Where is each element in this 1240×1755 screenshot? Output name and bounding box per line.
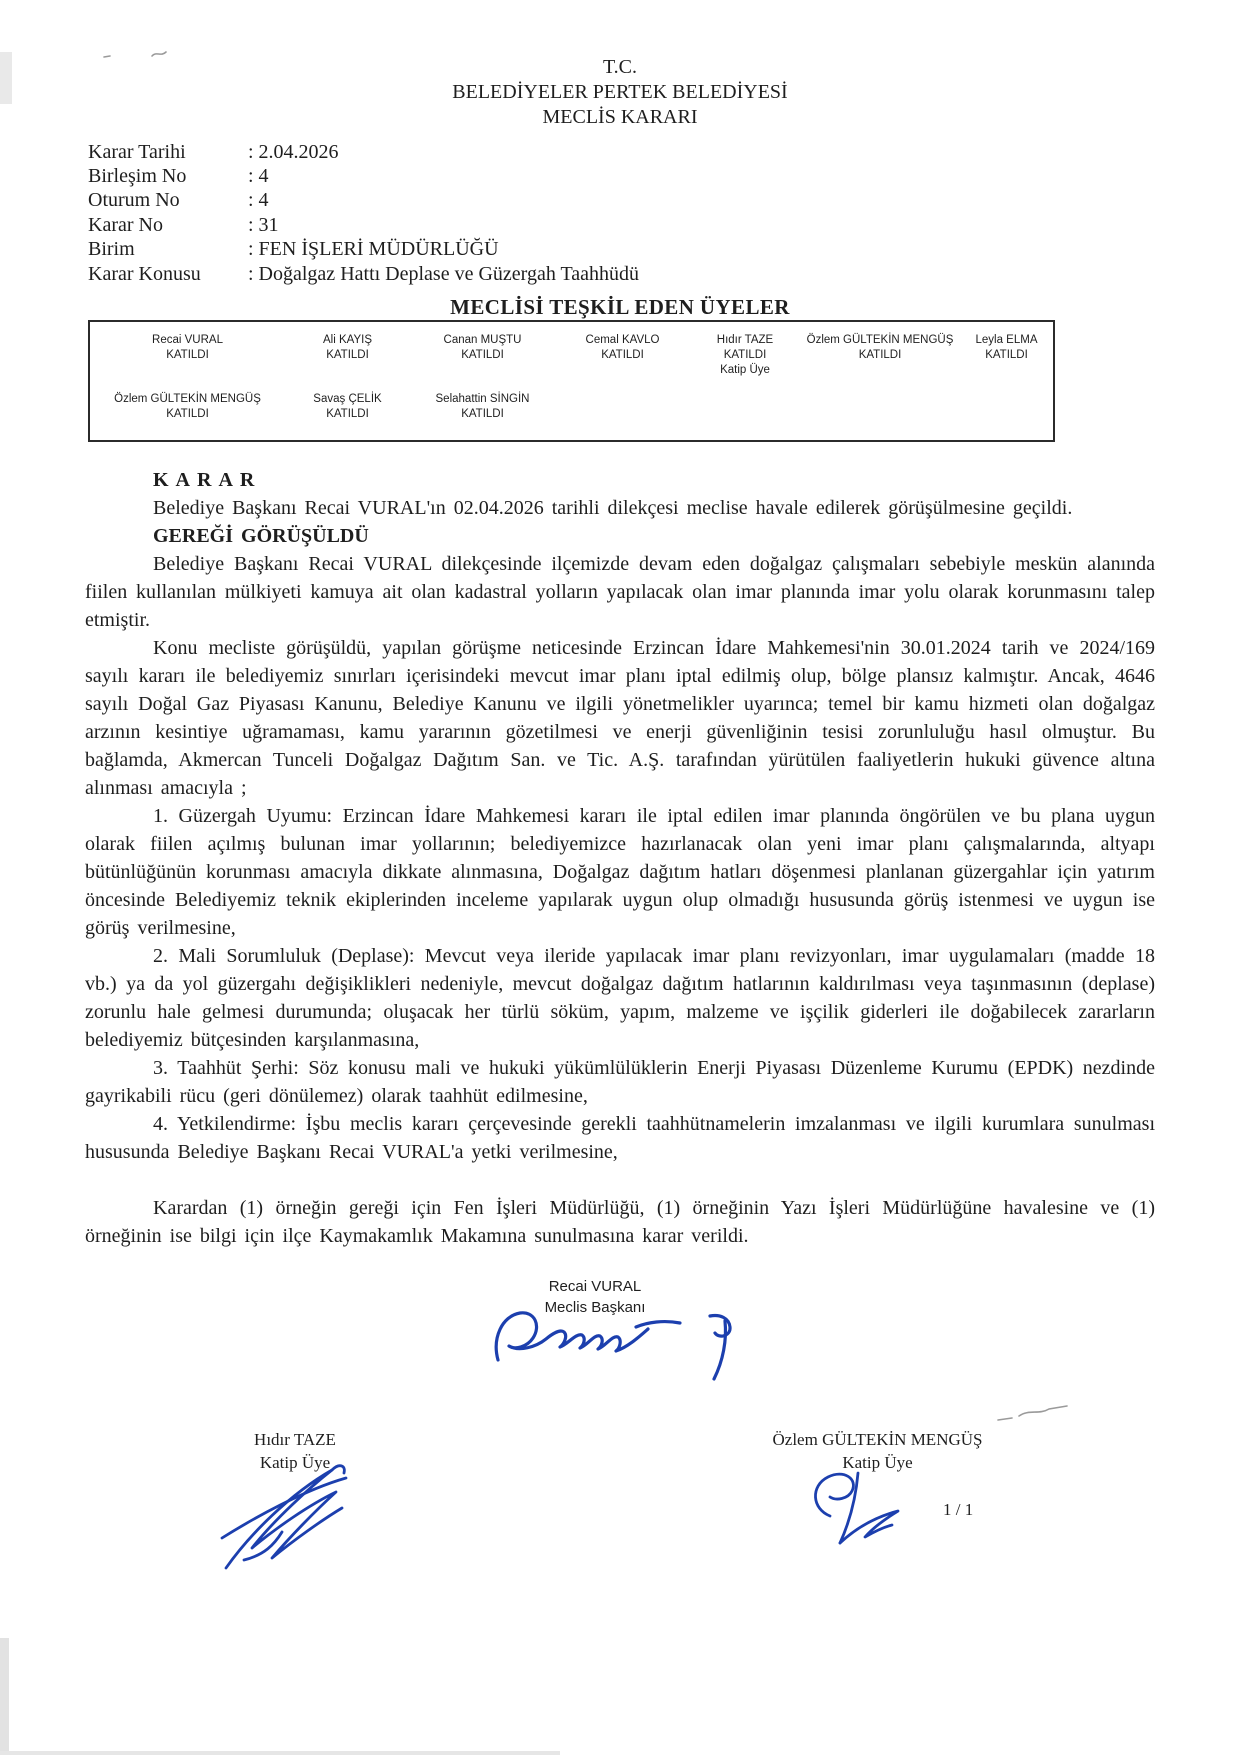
meta-value: : FEN İŞLERİ MÜDÜRLÜĞÜ — [248, 238, 499, 261]
decision-metadata — [88, 140, 1155, 286]
paragraph-item-2: 2. Mali Sorumluluk (Deplase): Mevcut veya ileride yapılacak imar planı revizyonları, imar uygulamaları (madde 18 vb.) ya da yol güzergahı değişiklikleri nedeniyle, mevcut doğalgaz dağıtım hatlarının kaldırılması veya taşınmasının (deplase) zorunlu hale gelmesi durumunda; oluşacak her türlü söküm, yapım, malzeme ve işçilik giderleri ile doğabilecek zararların belediyemiz bütçesinden karşılanmasına, — [85, 945, 1155, 1051]
member-cell — [690, 333, 800, 378]
member-cell — [555, 333, 690, 378]
pencil-mark-right — [995, 1400, 1075, 1426]
paragraph-closing: Karardan (1) örneğin gereği için Fen İşleri Müdürlüğü, (1) örneğinin Yazı İşleri Müdürlüğüne havalesine ve (1) örneğinin ise bilgi için ilçe Kaymakamlık Makamına sunulmasına karar verildi. — [85, 1197, 1155, 1247]
clerk-right-signature-ink — [798, 1460, 923, 1558]
member-status: KATILDI — [166, 408, 209, 420]
clerk-right-title: Katip Üye — [842, 1453, 913, 1472]
president-signature-ink — [488, 1300, 758, 1390]
decision-body — [85, 466, 1155, 1250]
member-status: KATILDI — [326, 349, 369, 361]
member-cell — [90, 392, 285, 422]
paragraph-item-1: 1. Güzergah Uyumu: Erzincan İdare Mahkemesi kararı ile iptal edilen imar planında öngörülen ve bu plana uygun olarak fiilen açılmış bulunan imar yollarının; belediyemizce hazırlanacak olan yeni imar planı çalışmalarında, altyapı bütünlüğünün korunması amacıyla dikkate alınmasına, Doğalgaz dağıtım hatları döşenmesi planlanan güzergahlar için yatırım öncesinde Belediyemiz teknik ekiplerinden inceleme yapılarak uygun olup olmadığı hususunda görüş istenmesi ve uygun ise görüş verilmesine, — [85, 805, 1155, 939]
member-status: KATILDI — [166, 349, 209, 361]
member-cell — [90, 333, 285, 378]
member-cell — [410, 333, 555, 378]
meta-row-karar-tarihi — [88, 140, 1155, 164]
meta-label: Oturum No — [88, 189, 180, 212]
meta-value: : 4 — [248, 164, 269, 187]
member-name: Özlem GÜLTEKİN MENGÜŞ — [806, 334, 954, 346]
member-status: KATILDI — [461, 349, 504, 361]
member-role: Katip Üye — [720, 364, 770, 376]
member-name: Ali KAYIŞ — [323, 334, 372, 346]
paragraph-item-3: 3. Taahhüt Şerhi: Söz konusu mali ve hukuki yükümlülüklerin Enerji Piyasası Düzenleme Kurumu (EPDK) nezdinde gayrikabili rücu (geri dönülemez) olarak taahhüt edilmesine, — [85, 1057, 1155, 1107]
meta-value: : 31 — [248, 213, 279, 236]
scan-edge-artifact-top — [0, 52, 12, 104]
meta-row-karar-no — [88, 213, 1155, 237]
member-name: Leyla ELMA — [975, 334, 1038, 346]
member-status: KATILDI — [461, 408, 504, 420]
clerk-left-title: Katip Üye — [259, 1453, 331, 1472]
member-cell — [960, 333, 1053, 378]
paragraph-talep: Belediye Başkanı Recai VURAL dilekçesinde ilçemizde devam eden doğalgaz çalışmaları sebebiyle meskün alanında fiilen kullanılan mülkiyeti kamuya ait olan kadastral yolların yapılacak olan imar planında imar yolu olarak korunmasını talep etmiştir. — [85, 553, 1155, 631]
paragraph-intro: Belediye Başkanı Recai VURAL'ın 02.04.2026 tarihli dilekçesi meclise havale edilerek görüşülmesine geçildi. — [153, 497, 1073, 519]
member-cell — [285, 392, 410, 422]
page-number: 1 / 1 — [943, 1500, 974, 1519]
president-name: Recai VURAL — [548, 1278, 642, 1295]
members-table-title: MECLİSİ TEŞKİL EDEN ÜYELER — [450, 295, 790, 319]
member-status: KATILDI — [326, 408, 369, 420]
member-name: Selahattin SİNGİN — [435, 393, 530, 405]
document-header — [85, 0, 1155, 131]
members-table — [88, 320, 1055, 442]
member-name: Cemal KAVLO — [585, 334, 660, 346]
heading-geregi-gorusuldu: GEREĞİ GÖRÜŞÜLDÜ — [153, 525, 369, 547]
member-cell — [800, 333, 960, 378]
meta-label: Birim — [88, 238, 135, 261]
member-status: KATILDI — [985, 349, 1028, 361]
member-status: KATILDI — [723, 349, 767, 361]
meta-label: Karar No — [88, 213, 163, 236]
member-cell — [285, 333, 410, 378]
paragraph-konu: Konu mecliste görüşüldü, yapılan görüşme neticesinde Erzincan İdare Mahkemesi'nin 30.01.2024 tarih ve 2024/169 sayılı kararı ile belediyemiz sınırları içerisindeki mevcut imar planı iptal edilmiş olup, bölge plansız kalmıştır. Ancak, 4646 sayılı Doğal Gaz Piyasası Kanunu, Belediye Kanunu ve ilgili yönetmelikler uyarınca; temel bir kamu hizmeti olan doğalgaz arzının kesintiye uğramaması, kamu yararının gözetilmesi ve enerji güvenliğinin tesisi zorunluluğu hasıl olmuştur. Bu bağlamda, Akmercan Tunceli Doğalgaz Dağıtım San. ve Tic. A.Ş. tarafından yürütülen faaliyetlerin hukuki güvence altına alınması amacıyla ; — [85, 637, 1155, 799]
meta-label: Birleşim No — [88, 164, 187, 187]
pencil-mark-top-left — [100, 48, 180, 64]
clerk-right-name: Özlem GÜLTEKİN MENGÜŞ — [772, 1430, 983, 1449]
heading-karar: KARAR — [153, 469, 262, 491]
member-cell — [410, 392, 555, 422]
scan-edge-artifact-bottom — [0, 1638, 9, 1755]
header-tc: T.C. — [602, 56, 638, 78]
member-name: Özlem GÜLTEKİN MENGÜŞ — [114, 393, 261, 405]
meta-row-oturum-no — [88, 188, 1155, 212]
header-municipality: BELEDİYELER PERTEK BELEDİYESİ — [452, 81, 788, 104]
paragraph-item-4: 4. Yetkilendirme: İşbu meclis kararı çerçevesinde gerekli taahhütnamelerin imzalanması ve ilgili kurumlara sunulması hususunda Belediye Başkanı Recai VURAL'a yetki verilmesine, — [85, 1113, 1155, 1163]
clerk-left-signature-ink — [212, 1458, 367, 1576]
clerk-left-name: Hıdır TAZE — [254, 1430, 336, 1449]
header-doc-type: MECLİS KARARI — [542, 106, 698, 129]
meta-label: Karar Tarihi — [88, 140, 186, 163]
president-title: Meclis Başkanı — [544, 1299, 646, 1316]
meta-row-birlesim-no — [88, 164, 1155, 188]
member-name: Savaş ÇELİK — [313, 393, 382, 405]
meta-value: : Doğalgaz Hattı Deplase ve Güzergah Taahhüdü — [248, 262, 640, 285]
member-status: KATILDI — [858, 349, 902, 361]
scan-bottom-shadow — [0, 1751, 560, 1755]
members-row-2 — [90, 392, 1053, 422]
member-status: KATILDI — [601, 349, 644, 361]
meta-row-birim — [88, 237, 1155, 261]
meta-value: : 4 — [248, 189, 269, 212]
meta-row-karar-konusu — [88, 262, 1155, 286]
meta-label: Karar Konusu — [88, 262, 201, 285]
members-row-1 — [90, 333, 1053, 378]
meta-value: : 2.04.2026 — [248, 140, 339, 163]
council-members-section — [85, 295, 1155, 442]
member-name: Canan MUŞTU — [443, 334, 522, 346]
member-name: Hıdır TAZE — [716, 334, 774, 346]
member-name: Recai VURAL — [152, 334, 223, 346]
